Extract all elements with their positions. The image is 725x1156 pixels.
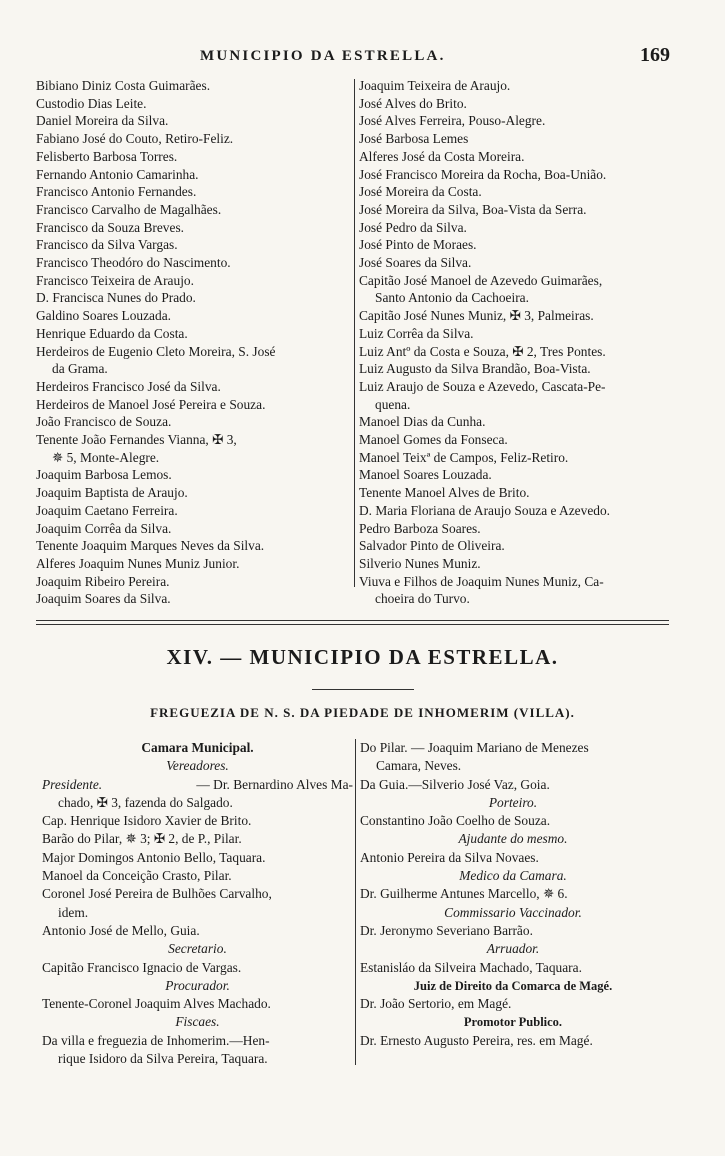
promotor-heading: Promotor Publico. bbox=[463, 1015, 563, 1030]
list-entry: Herdeiros de Eugenio Cleto Moreira, S. José bbox=[36, 343, 276, 359]
list-entry: Major Domingos Antonio Bello, Taquara. bbox=[42, 849, 266, 865]
list-entry: José Francisco Moreira da Rocha, Boa-União. bbox=[359, 166, 607, 182]
top-right-column bbox=[355, 77, 667, 608]
list-entry: Antonio José de Mello, Guia. bbox=[42, 922, 200, 938]
list-entry: Tenente Joaquim Marques Neves da Silva. bbox=[36, 538, 265, 554]
list-entry: Joaquim Corrêa da Silva. bbox=[36, 520, 172, 536]
list-entry: Cap. Henrique Isidoro Xavier de Brito. bbox=[42, 813, 252, 829]
fiscaes-heading: Fiscaes. bbox=[175, 1014, 220, 1030]
list-entry: Manoel Dias da Cunha. bbox=[359, 414, 486, 430]
list-entry: José Moreira da Silva, Boa-Vista da Serra. bbox=[359, 201, 587, 217]
presidente-label: Presidente. bbox=[42, 776, 103, 792]
list-entry: ✵ 5, Monte-Alegre. bbox=[52, 449, 160, 465]
double-rule-bottom bbox=[36, 624, 669, 625]
page-number: 169 bbox=[640, 44, 670, 66]
bottom-right-column bbox=[356, 739, 666, 1068]
secretario: Capitão Francisco Ignacio de Vargas. bbox=[42, 959, 242, 975]
section-divider bbox=[312, 689, 414, 690]
list-entry: Francisco Theodóro do Nascimento. bbox=[36, 255, 231, 271]
list-entry: Silverio Nunes Muniz. bbox=[359, 555, 481, 571]
list-entry: João Francisco de Souza. bbox=[36, 414, 172, 430]
fiscal-pilar-cont: Camara, Neves. bbox=[376, 758, 462, 774]
fiscal-pilar: Do Pilar. — Joaquim Mariano de Menezes bbox=[360, 740, 589, 755]
list-entry: Herdeiros Francisco José da Silva. bbox=[36, 378, 221, 394]
list-entry: Francisco da Silva Vargas. bbox=[36, 237, 178, 253]
list-entry: Joaquim Teixeira de Araujo. bbox=[359, 78, 511, 93]
vereadores-list bbox=[42, 812, 353, 940]
list-entry: José Alves do Brito. bbox=[359, 95, 467, 111]
procurador: Tenente-Coronel Joaquim Alves Machado. bbox=[42, 996, 271, 1012]
list-entry: Joaquim Baptista de Araujo. bbox=[36, 485, 188, 501]
list-entry: José Pedro da Silva. bbox=[359, 219, 467, 235]
list-entry: Herdeiros de Manoel José Pereira e Souza. bbox=[36, 396, 266, 412]
vaccinador-heading: Commissario Vaccinador. bbox=[444, 904, 582, 920]
list-entry: Luiz Corrêa da Silva. bbox=[359, 325, 474, 341]
list-entry: Capitão José Nunes Muniz, ✠ 3, Palmeiras. bbox=[359, 308, 594, 324]
list-entry: Manoel Gomes da Fonseca. bbox=[359, 432, 508, 448]
porteiro: Constantino João Coelho de Souza. bbox=[360, 813, 551, 829]
fiscal-guia: Da Guia.—Silverio José Vaz, Goia. bbox=[360, 776, 550, 792]
list-entry: José Soares da Silva. bbox=[359, 255, 472, 271]
medico-heading: Medico da Camara. bbox=[459, 868, 567, 884]
list-entry: Manoel da Conceição Crasto, Pilar. bbox=[42, 868, 232, 884]
list-entry: José Alves Ferreira, Pouso-Alegre. bbox=[359, 113, 546, 129]
juiz-heading: Juiz de Direito da Comarca de Magé. bbox=[413, 978, 613, 993]
parish-heading: FREGUEZIA DE N. S. DA PIEDADE DE INHOMERIM (VILLA). bbox=[150, 705, 575, 720]
list-entry: Henrique Eduardo da Costa. bbox=[36, 325, 188, 341]
promotor: Dr. Ernesto Augusto Pereira, res. em Magé. bbox=[360, 1032, 593, 1048]
list-entry: Galdino Soares Louzada. bbox=[36, 308, 171, 324]
list-entry: Felisberto Barbosa Torres. bbox=[36, 148, 178, 164]
list-entry: Luiz Antº da Costa e Souza, ✠ 2, Tres Pontes. bbox=[359, 343, 606, 359]
medico: Dr. Guilherme Antunes Marcello, ✵ 6. bbox=[360, 886, 568, 902]
list-entry: Coronel José Pereira de Bulhões Carvalho, bbox=[42, 886, 272, 902]
list-entry: Bibiano Diniz Costa Guimarães. bbox=[36, 78, 211, 93]
list-entry: Francisco da Souza Breves. bbox=[36, 219, 184, 235]
list-entry: Viuva e Filhos de Joaquim Nunes Muniz, Ca- bbox=[359, 573, 604, 589]
list-entry: quena. bbox=[375, 396, 411, 412]
list-entry: da Grama. bbox=[52, 361, 108, 377]
list-entry: choeira do Turvo. bbox=[375, 591, 470, 607]
list-entry: Daniel Moreira da Silva. bbox=[36, 113, 169, 129]
list-entry: José Moreira da Costa. bbox=[359, 184, 482, 200]
list-entry: D. Francisca Nunes do Prado. bbox=[36, 290, 196, 306]
list-entry: Tenente João Fernandes Vianna, ✠ 3, bbox=[36, 432, 237, 448]
presidente-cont: chado, ✠ 3, fazenda do Salgado. bbox=[58, 794, 233, 810]
arruador-heading: Arruador. bbox=[486, 941, 540, 957]
running-header bbox=[0, 44, 725, 68]
list-entry: Joaquim Caetano Ferreira. bbox=[36, 502, 178, 518]
bottom-columns bbox=[42, 739, 666, 1068]
presidente-text: — Dr. Bernardino Alves Ma- bbox=[196, 776, 353, 792]
section-title: XIV. — MUNICIPIO DA ESTRELLA. bbox=[166, 645, 559, 669]
list-entry: Alferes José da Costa Moreira. bbox=[359, 148, 525, 164]
fiscal-villa-cont: rique Isidoro da Silva Pereira, Taquara. bbox=[58, 1051, 268, 1067]
camara-heading: Camara Municipal. bbox=[141, 740, 254, 755]
list-entry: Fabiano José do Couto, Retiro-Feliz. bbox=[36, 131, 234, 147]
list-entry: Francisco Carvalho de Magalhães. bbox=[36, 201, 222, 217]
list-entry: José Pinto de Moraes. bbox=[359, 237, 477, 253]
porteiro-heading: Porteiro. bbox=[488, 794, 538, 810]
list-entry: Alferes Joaquim Nunes Muniz Junior. bbox=[36, 555, 240, 571]
list-entry: Capitão José Manoel de Azevedo Guimarães, bbox=[359, 272, 603, 288]
vaccinador: Dr. Jeronymo Severiano Barrão. bbox=[360, 922, 533, 938]
list-entry: Salvador Pinto de Oliveira. bbox=[359, 538, 505, 554]
arruador: Estanisláo da Silveira Machado, Taquara. bbox=[360, 959, 582, 975]
list-entry: Santo Antonio da Cachoeira. bbox=[375, 290, 529, 306]
fiscal-villa: Da villa e freguezia de Inhomerim.—Hen- bbox=[42, 1032, 270, 1048]
running-title: MUNICIPIO DA ESTRELLA. bbox=[200, 48, 446, 64]
list-entry: Custodio Dias Leite. bbox=[36, 95, 147, 111]
vereadores-heading: Vereadores. bbox=[166, 758, 229, 774]
ajudante: Antonio Pereira da Silva Novaes. bbox=[360, 849, 539, 865]
secretario-heading: Secretario. bbox=[168, 941, 227, 957]
list-entry: José Barbosa Lemes bbox=[359, 131, 469, 147]
list-entry: Francisco Antonio Fernandes. bbox=[36, 184, 197, 200]
procurador-heading: Procurador. bbox=[165, 977, 230, 993]
list-entry: idem. bbox=[58, 904, 89, 920]
list-entry: Joaquim Barbosa Lemos. bbox=[36, 467, 172, 483]
double-rule-top bbox=[36, 620, 669, 621]
list-entry: Pedro Barboza Soares. bbox=[359, 520, 481, 536]
top-left-column bbox=[36, 77, 354, 608]
list-entry: Luiz Augusto da Silva Brandão, Boa-Vista. bbox=[359, 361, 591, 377]
bottom-left-column bbox=[42, 739, 355, 1068]
list-entry: Francisco Teixeira de Araujo. bbox=[36, 272, 194, 288]
list-entry: D. Maria Floriana de Araujo Souza e Azevedo. bbox=[359, 502, 610, 518]
presidente-line bbox=[42, 776, 353, 794]
list-entry: Manoel Teixª de Campos, Feliz-Retiro. bbox=[359, 449, 569, 465]
ajudante-heading: Ajudante do mesmo. bbox=[458, 831, 568, 847]
list-entry: Joaquim Soares da Silva. bbox=[36, 591, 171, 607]
list-entry: Barão do Pilar, ✵ 3; ✠ 2, de P., Pilar. bbox=[42, 831, 242, 847]
top-columns bbox=[36, 77, 667, 608]
list-entry: Joaquim Ribeiro Pereira. bbox=[36, 573, 170, 589]
list-entry: Tenente Manoel Alves de Brito. bbox=[359, 485, 530, 501]
list-entry: Manoel Soares Louzada. bbox=[359, 467, 492, 483]
list-entry: Fernando Antonio Camarinha. bbox=[36, 166, 199, 182]
juiz: Dr. João Sertorio, em Magé. bbox=[360, 996, 512, 1012]
list-entry: Luiz Araujo de Souza e Azevedo, Cascata-Pe- bbox=[359, 378, 606, 394]
